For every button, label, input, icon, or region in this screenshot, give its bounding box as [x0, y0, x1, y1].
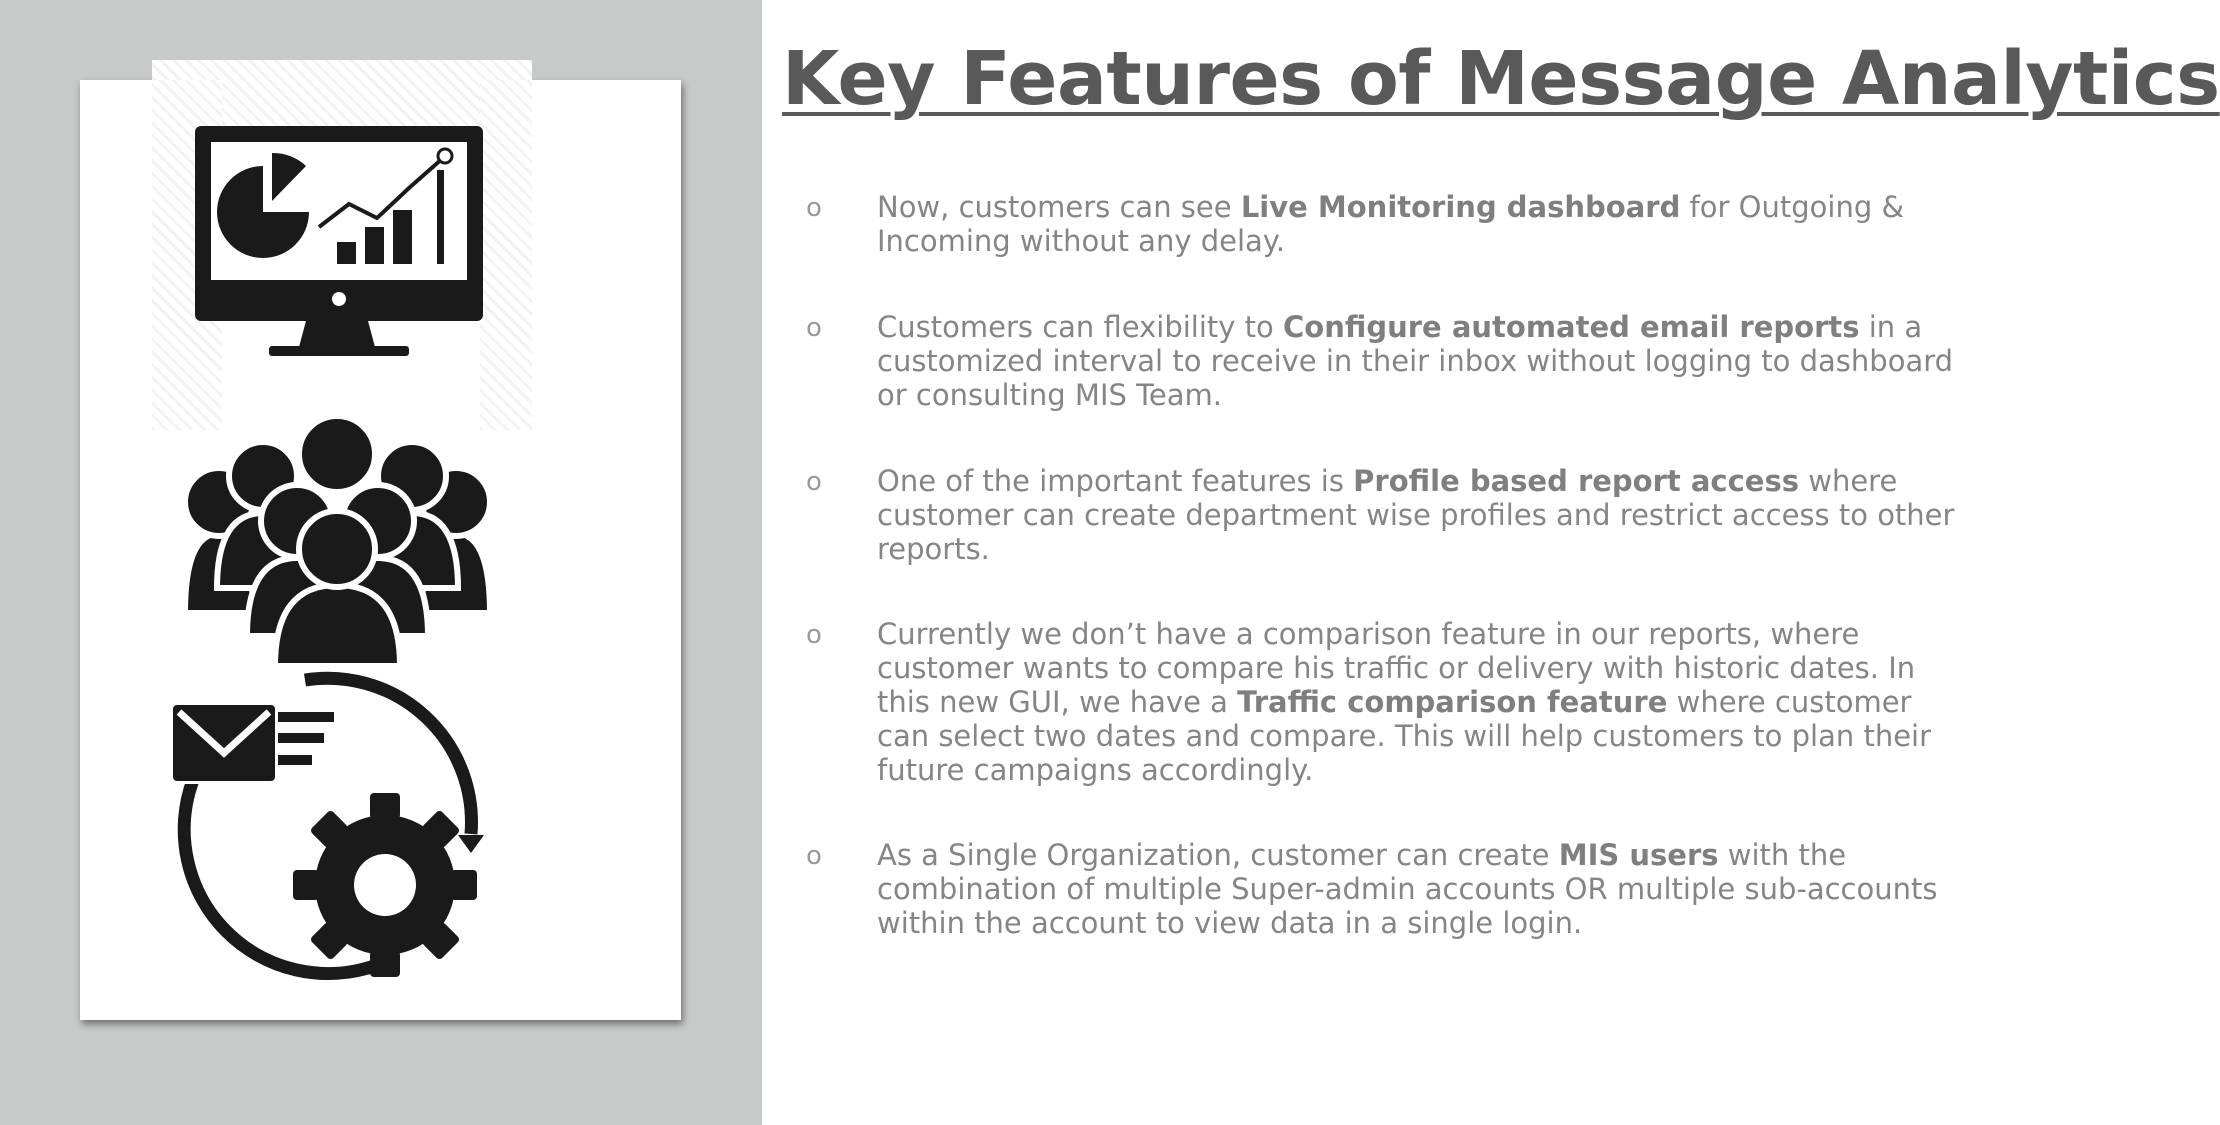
- feature-text: As a Single Organization, customer can create: [877, 838, 1559, 872]
- feature-item-email-reports: [806, 310, 1956, 412]
- feature-text: where customer can create department wise profiles and restrict access to other reports.: [877, 464, 1955, 566]
- feature-item-live-monitoring: [806, 190, 1956, 258]
- feature-highlight: Configure automated email reports: [1283, 310, 1860, 344]
- feature-text: for Outgoing & Incoming without any delay.: [877, 190, 1905, 258]
- feature-text: where customer can select two dates and compare. This will help customers to plan their future campaigns accordingly.: [877, 685, 1932, 787]
- page-title: Key Features of Message Analytics: [782, 36, 2220, 122]
- feature-text: Currently we don’t have a comparison feature in our reports, where customer wants to compare his traffic or delivery with historic dates. In this new GUI, we have a: [877, 617, 1916, 719]
- feature-item-mis-users: [806, 838, 1956, 940]
- feature-item-traffic-comparison: [806, 617, 1956, 787]
- feature-text: with the combination of multiple Super-admin accounts OR multiple sub-accounts within the account to view data in a single login.: [877, 838, 1938, 940]
- feature-list: [806, 190, 1956, 940]
- user-group-icon: [165, 398, 510, 664]
- feature-text: Customers can flexibility to: [877, 310, 1283, 344]
- email-gear-cycle-icon: [173, 667, 493, 985]
- monitor-analytics-icon: [193, 124, 488, 359]
- illustration-card: [80, 80, 681, 1020]
- bullet-icon: o: [806, 467, 822, 497]
- bullet-icon: o: [806, 620, 822, 650]
- feature-text: in a customized interval to receive in their inbox without logging to dashboard or consulting MIS Team.: [877, 310, 1954, 412]
- feature-text: Now, customers can see: [877, 190, 1241, 224]
- bullet-icon: o: [806, 193, 822, 223]
- feature-text: One of the important features is: [877, 464, 1354, 498]
- feature-highlight: MIS users: [1558, 838, 1719, 872]
- feature-item-profile-access: [806, 464, 1956, 566]
- bullet-icon: o: [806, 313, 822, 343]
- feature-highlight: Live Monitoring dashboard: [1240, 190, 1681, 224]
- bullet-icon: o: [806, 841, 822, 871]
- feature-highlight: Profile based report access: [1353, 464, 1800, 498]
- feature-highlight: Traffic comparison feature: [1237, 685, 1668, 719]
